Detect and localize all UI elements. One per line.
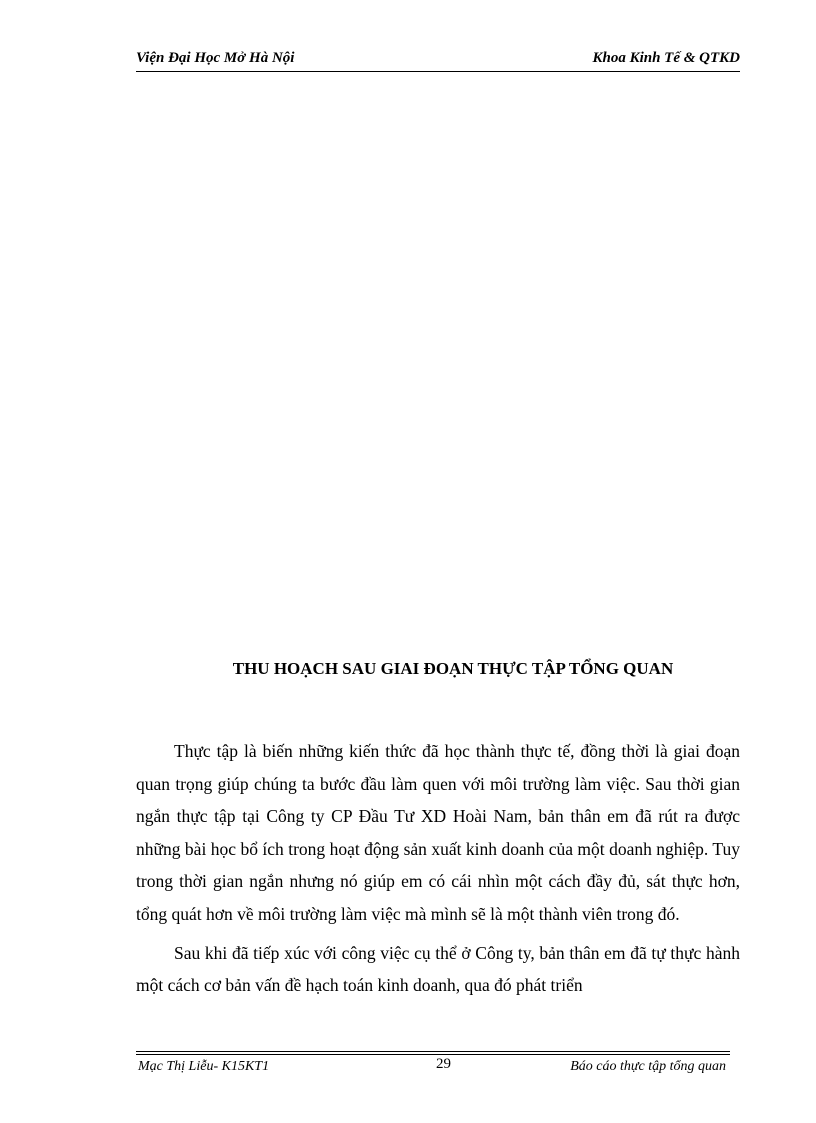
paragraph-1: Thực tập là biến những kiến thức đã học thành thực tế, đồng thời là giai đoạn quan trọng giúp chúng ta bước đầu làm quen với môi trường làm việc. Sau thời gian ngắn thực tập tại Công ty CP Đầu Tư XD Hoài Nam, bản thân em đã rút ra được những bài học bổ ích trong hoạt động sản xuất kinh doanh của một doanh nghiệp. Tuy trong thời gian ngắn nhưng nó giúp em có cái nhìn một cách đầy đủ, sát thực hơn, tổng quát hơn về môi trường làm việc mà mình sẽ là một thành viên trong đó.: [136, 741, 740, 924]
footer-report-title: Báo cáo thực tập tổng quan: [570, 1059, 726, 1074]
header-institution: Viện Đại Học Mở Hà Nội: [136, 50, 295, 66]
paragraph-2: Sau khi đã tiếp xúc với công việc cụ thể ở Công ty, bản thân em đã tự thực hành một cách cơ bản vấn đề hạch toán kinh doanh, qua đó phát triển: [136, 942, 740, 996]
header-faculty: Khoa Kinh Tế & QTKD: [592, 50, 740, 66]
footer-author: Mạc Thị Liễu- K15KT1: [138, 1059, 270, 1074]
section-title: THU HOẠCH SAU GIAI ĐOẠN THỰC TẬP TỔNG QUAN: [232, 659, 674, 678]
page-number: 29: [436, 1056, 451, 1072]
page-header: [136, 49, 740, 72]
footer-divider: [136, 1051, 730, 1055]
body-text: [136, 735, 740, 1008]
page-footer: [136, 1056, 730, 1078]
